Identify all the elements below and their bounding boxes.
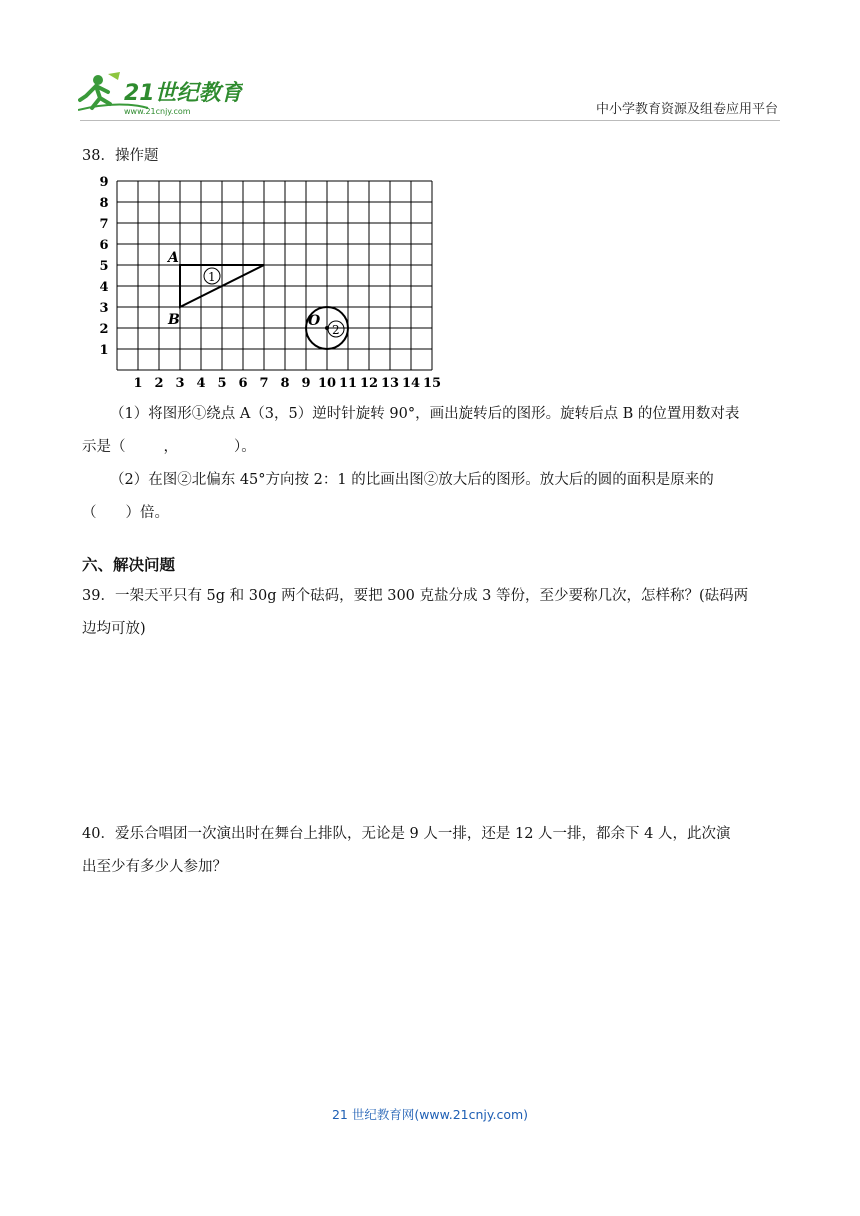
question-40-line-1: 40．爱乐合唱团一次演出时在舞台上排队，无论是 9 人一排，还是 12 人一排，都余下 4 人，此次演: [82, 826, 731, 842]
x-tick-label: 5: [217, 376, 227, 391]
question-40: [82, 818, 782, 884]
y-tick-label: 9: [99, 175, 109, 190]
question-39-line-2: 边均可放): [82, 621, 146, 637]
x-tick-label: 13: [380, 376, 400, 391]
section-6-heading: 六、解决问题: [82, 556, 176, 574]
x-tick-label: 2: [154, 376, 164, 391]
coordinate-grid: [96, 170, 446, 395]
part-2-line-1: （2）在图②北偏东 45°方向按 2：1 的比画出图②放大后的图形。放大后的圆的面积是原来的: [110, 472, 714, 488]
point-b-label: B: [168, 312, 180, 328]
y-tick-label: 4: [99, 280, 109, 295]
shape-2-label: 2: [332, 323, 340, 337]
x-tick-label: 14: [401, 376, 421, 391]
part-1-line-1: （1）将图形①绕点 A（3，5）逆时针旋转 90°，画出旋转后的图形。旋转后点 B 的位置用数对表: [110, 406, 740, 422]
part-1-line-2b: ，: [163, 439, 178, 455]
shape-1-label: 1: [208, 270, 216, 284]
x-tick-label: 7: [259, 376, 269, 391]
question-38-part-1: [82, 398, 782, 464]
x-tick-label: 9: [301, 376, 311, 391]
y-tick-label: 1: [99, 343, 109, 358]
question-39-line-1: 39．一架天平只有 5g 和 30g 两个砝码，要把 300 克盐分成 3 等份，至少要称几次，怎样称？(砝码两: [82, 588, 749, 604]
point-o-label: O: [308, 313, 321, 329]
logo-text: 21世纪教育: [124, 81, 243, 106]
footer-link[interactable]: 21 世纪教育网(www.21cnjy.com): [331, 1107, 529, 1122]
runner-logo-icon: [78, 70, 243, 118]
part-2-line-2: （ ）倍。: [82, 505, 169, 521]
site-logo: [78, 70, 243, 118]
x-tick-label: 1: [133, 376, 143, 391]
x-tick-label: 6: [238, 376, 248, 391]
header-divider: [80, 120, 780, 121]
part-1-line-2a: 示是（: [82, 439, 126, 455]
y-tick-label: 7: [99, 217, 109, 232]
point-a-label: A: [168, 250, 179, 266]
x-tick-label: 8: [280, 376, 290, 391]
y-tick-label: 2: [99, 322, 109, 337]
x-tick-label: 15: [422, 376, 442, 391]
coordinate-grid-figure: [96, 170, 446, 395]
x-tick-label: 11: [338, 376, 358, 391]
x-tick-label: 12: [359, 376, 379, 391]
x-tick-label: 3: [175, 376, 185, 391]
question-40-line-2: 出至少有多少人参加？: [82, 859, 227, 875]
x-tick-label: 10: [317, 376, 337, 391]
logo-subtext: www.21cnjy.com: [124, 107, 191, 116]
y-tick-label: 5: [99, 259, 109, 274]
y-tick-label: 3: [99, 301, 109, 316]
question-38-title: 38．操作题: [82, 148, 159, 164]
question-39: [82, 580, 782, 646]
x-tick-label: 4: [196, 376, 206, 391]
platform-name: 中小学教育资源及组卷应用平台: [595, 102, 778, 117]
y-tick-label: 8: [99, 196, 109, 211]
part-1-line-2c: ）。: [234, 439, 256, 455]
y-tick-label: 6: [99, 238, 109, 253]
question-38-part-2: [82, 464, 782, 530]
